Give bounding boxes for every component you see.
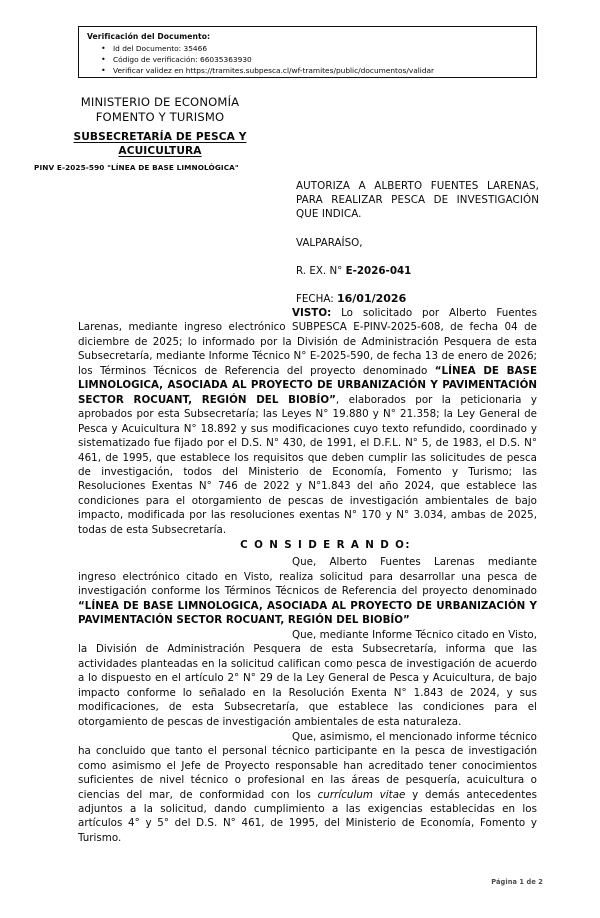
- paragraph-visto: [78, 306, 537, 537]
- resolution-number-label: R. EX. N°: [296, 264, 346, 277]
- considerando-1-text: Que, Alberto Fuentes Larenas mediante ingreso electrónico citado en Visto, realiza solicitud para desarrollar una pesca de investigación conforme los Términos Técnicos de Referencia del proyecto denominado: [78, 556, 537, 598]
- verification-box-list: [87, 43, 536, 76]
- visto-text-part-2: , elaborados por la peticionaria y aprobados por esta Subsecretaría; las Leyes N° 19.880 y N° 21.358; la Ley General de Pesca y Acuicultura N° 18.892 y sus modificaciones cuyo texto refundido, coordinado y sistematizado fue fijado por el D.S. N° 430, de 1991, el D.F.L. N° 5, de 1983, el D.S. N° 461, de 1995, que establece los requisitos que deben cumplir las solicitudes de pesca de investigación, todos del Ministerio de Economía, Fomento y Turismo; las Resoluciones Exentas N° 746 de 2022 y N°1.843 del año 2024, que establece las condiciones para el otorgamiento de pescas de investigación ambientales de bajo impacto, modificada por las resoluciones exentas N° 170 y N° 3.034, ambas de 2025, todas de esta Subsecretaría.: [78, 393, 537, 536]
- resolution-date-label: FECHA:: [296, 292, 337, 305]
- considerando-1-project-name: “LÍNEA DE BASE LIMNOLOGICA, ASOCIADA AL PROYECTO DE URBANIZACIÓN Y PAVIMENTACIÓN SECTOR ROCUANT, REGIÓN DEL BIOBÍO”: [78, 599, 537, 627]
- subsecretaria-heading: [34, 130, 286, 158]
- resolution-number-value: E-2026-041: [345, 264, 412, 277]
- ministry-line-1: MINISTERIO DE ECONOMÍA: [80, 95, 240, 109]
- paragraph-considerando-1: [78, 555, 537, 627]
- resolution-number-line: [296, 264, 539, 278]
- verification-item-url: • Verificar validez en https://tramites.subpesca.cl/wf-tramites/public/documentos/validar: [113, 65, 536, 76]
- letterhead: [34, 95, 286, 172]
- considerando-3-text-part-1: Que, asimismo, el mencionado informe técnico ha concluido que tanto el personal técnico participante en la pesca de investigación como asimismo el Jefe de Proyecto responsable han acreditado tener conocimientos suficientes de nivel técnico o profesional en las áreas de pesquería, acuicultura o ciencias del mar, de conformidad con los: [78, 730, 537, 801]
- visto-label: VISTO:: [292, 307, 332, 319]
- page-footer: Página 1 de 2: [491, 878, 543, 886]
- project-code: PINV E-2025-590 "LÍNEA DE BASE LIMNOLÓGICA": [34, 163, 239, 172]
- resolution-header-block: [296, 179, 539, 306]
- verification-box-title: Verificación del Documento:: [87, 32, 211, 41]
- paragraph-considerando-3: [78, 730, 537, 846]
- resolution-subject: AUTORIZA A ALBERTO FUENTES LARENAS, PARA REALIZAR PESCA DE INVESTIGACIÓN QUE INDICA.: [296, 180, 539, 221]
- paragraph-considerando-2: [78, 628, 537, 729]
- verification-item-code: • Código de verificación: 66035363930: [113, 54, 536, 65]
- considerando-2-text: Que, mediante Informe Técnico citado en Visto, la División de Administración Pesquera de esta Subsecretaría, informa que las actividades planteadas en la solicitud califican como pesca de investigación de acuerdo a lo dispuesto en el artículo 2° N° 29 de la Ley General de Pesca y Acuicultura, de bajo impacto conforme lo señalado en la Resolución Exenta N° 1.843 de 2024, y sus modificaciones, de esta Subsecretaría, que establece las condiciones para el otorgamiento de pescas de investigación ambientales de esta naturaleza.: [78, 629, 537, 728]
- document-body: [78, 306, 537, 845]
- verification-box: [78, 26, 537, 78]
- resolution-date-line: [296, 292, 539, 306]
- considerando-3-text-part-2: y demás antecedentes adjuntos a la solicitud, dando cumplimiento a las exigencias establecidas en los artículos 4° y 5° del D.S. N° 461, de 1995, del Ministerio de Economía, Fomento y Turismo.: [78, 788, 537, 844]
- visto-text-part-1: Lo solicitado por Alberto Fuentes Larenas, mediante ingreso electrónico SUBPESCA E-PINV-2025-608, de fecha 04 de diciembre de 2025; lo informado por la División de Administración Pesquera de esta Subsecretaría, mediante Informe Técnico N° E-2025-590, de fecha 13 de enero de 2026; los Términos Técnicos de Referencia del proyecto denominado: [78, 307, 537, 377]
- considerando-3-italic-term: currículum vitae: [317, 788, 406, 801]
- considerando-heading: C O N S I D E R A N D O:: [240, 539, 411, 552]
- ministry-line-2: FOMENTO Y TURISMO: [95, 109, 225, 124]
- resolution-city: VALPARAÍSO,: [296, 236, 363, 249]
- subsecretaria-line-2: ACUICULTURA: [118, 145, 202, 157]
- subsecretaria-line-1: SUBSECRETARÍA DE PESCA Y: [73, 131, 247, 143]
- verification-item-document-id: • Id del Documento: 35466: [113, 43, 536, 54]
- resolution-date-value: 16/01/2026: [336, 291, 407, 305]
- visto-project-name: “LÍNEA DE BASE LIMNOLOGICA, ASOCIADA AL PROYECTO DE URBANIZACIÓN Y PAVIMENTACIÓN SECTOR ROCUANT, REGIÓN DEL BIOBÍO”: [78, 364, 537, 406]
